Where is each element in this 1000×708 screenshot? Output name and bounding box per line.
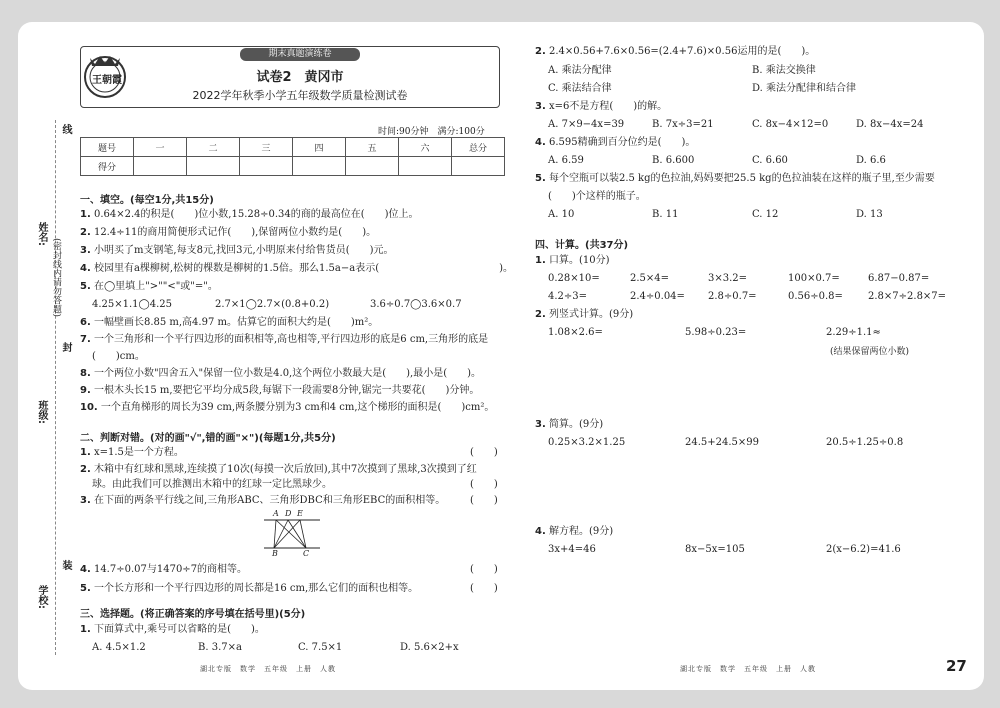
option[interactable]: D. 6.6 (856, 155, 886, 166)
question-2-5: 5. 一个长方形和一个平行四边形的周长都是16 cm,那么它们的面积也相等。 (80, 583, 419, 594)
part-4-title: 4. 解方程。(9分) (535, 526, 614, 537)
option[interactable]: B. 11 (652, 209, 679, 220)
score-cell[interactable] (293, 157, 346, 176)
oral-item: 2.8÷0.7= (708, 291, 757, 302)
question-1-7: 7. 一个三角形和一个平行四边形的面积相等,高也相等,平行四边形的底是6 cm,三角形的底是 (80, 334, 489, 345)
oral-item: 100×0.7= (788, 273, 840, 284)
simplify-item: 24.5+24.5×99 (685, 437, 760, 448)
option[interactable]: D. 13 (856, 209, 883, 220)
score-cell[interactable] (452, 157, 505, 176)
oral-item: 6.87−0.87= (868, 273, 930, 284)
logo-text: 王朝霞 (92, 75, 122, 86)
question-2-1: 1. x=1.5是一个方程。 (80, 447, 184, 458)
oral-item: 4.2÷3= (548, 291, 588, 302)
option[interactable]: B. 7x÷3=21 (652, 119, 714, 130)
score-cell[interactable] (187, 157, 240, 176)
option[interactable]: A. 10 (548, 209, 575, 220)
score-row (81, 157, 505, 176)
fig-label-a: A (273, 509, 279, 518)
question-1-6: 6. 一幅壁画长8.85 m,高4.97 m。估算它的面积大约是( )m²。 (80, 317, 379, 328)
option[interactable]: B. 3.7×a (198, 642, 242, 653)
question-3-2: 2. 2.4×0.56+7.6×0.56=(2.4+7.6)×0.56运用的是( )。 (535, 46, 816, 57)
fig-label-b: B (272, 549, 278, 558)
oral-item: 3×3.2= (708, 273, 748, 284)
option[interactable]: D. 5.6×2+x (400, 642, 459, 653)
option[interactable]: A. 乘法分配律 (548, 65, 612, 76)
question-1-9: 9. 一根木头长15 m,要把它平均分成5段,每锯下一段需要8分钟,锯完一共要花( )分钟。 (80, 385, 480, 396)
answer-paren[interactable]: ( ) (470, 495, 498, 506)
seal-char-bind: 装 (60, 560, 71, 570)
section-2-title: 二、判断对错。(对的画"√",错的画"×")(每题1分,共5分) (80, 433, 336, 444)
part-1-title: 1. 口算。(10分) (535, 255, 610, 266)
score-header: 题号 (81, 138, 134, 157)
vertical-item: 5.98÷0.23= (685, 327, 747, 338)
seal-char-line: 线 (60, 124, 71, 134)
option[interactable]: C. 12 (752, 209, 779, 220)
oral-item: 0.28×10= (548, 273, 600, 284)
vertical-item: 2.29÷1.1≈ (826, 327, 881, 338)
page-subtitle: 2022学年秋季小学五年级数学质量检测试卷 (192, 89, 408, 102)
option[interactable]: D. 8x−4x=24 (856, 119, 924, 130)
question-1-1: 1. 0.64×2.4的积是( )位小数,15.28÷0.34的商的最高位在( )位上。 (80, 209, 419, 220)
score-header: 六 (399, 138, 452, 157)
option[interactable]: B. 6.600 (652, 155, 695, 166)
score-header: 一 (134, 138, 187, 157)
oral-item: 2.5×4= (630, 273, 670, 284)
equation-item: 3x+4=46 (548, 544, 596, 555)
answer-paren[interactable]: ( ) (470, 564, 498, 575)
question-3-5: 5. 每个空瓶可以装2.5 kg的色拉油,妈妈要把25.5 kg的色拉油装在这样的瓶子里,至少需要 (535, 173, 935, 184)
class-label: 班级: (36, 400, 47, 424)
question-1-3: 3. 小明买了m支钢笔,每支8元,找回3元,小明原来付给售货员( )元。 (80, 245, 394, 256)
fig-label-d: D (285, 509, 292, 518)
option[interactable]: C. 6.60 (752, 155, 788, 166)
score-row-label: 得分 (81, 157, 134, 176)
score-header: 五 (346, 138, 399, 157)
score-header-row (81, 138, 505, 157)
footer-right: 湖北专版 数学 五年级 上册 人教 (680, 665, 816, 673)
score-table (80, 137, 505, 176)
answer-paren[interactable]: ( ) (470, 583, 498, 594)
seal-note: (密封线内请勿答题) (51, 238, 61, 318)
option[interactable]: A. 6.59 (548, 155, 584, 166)
score-header: 总分 (452, 138, 505, 157)
fig-label-c: C (303, 549, 310, 558)
score-header: 三 (240, 138, 293, 157)
section-3-title: 三、选择题。(将正确答案的序号填在括号里)(5分) (80, 609, 306, 620)
option[interactable]: C. 8x−4×12=0 (752, 119, 829, 130)
question-1-5b: 2.7×1◯2.7×(0.8+0.2) (215, 299, 330, 310)
equation-item: 8x−5x=105 (685, 544, 745, 555)
score-cell[interactable] (399, 157, 452, 176)
question-1-7b: ( )cm。 (92, 351, 145, 362)
option[interactable]: A. 7×9−4x=39 (548, 119, 625, 130)
option[interactable]: C. 7.5×1 (298, 642, 343, 653)
question-1-5c: 3.6÷0.7◯3.6×0.7 (370, 299, 462, 310)
score-header: 四 (293, 138, 346, 157)
question-2-2: 2. 木箱中有红球和黑球,连续摸了10次(每摸一次后放回),其中7次摸到了黑球,3次摸到了红 (80, 464, 477, 475)
score-cell[interactable] (346, 157, 399, 176)
question-3-3: 3. x=6不是方程( )的解。 (535, 101, 668, 112)
option[interactable]: C. 乘法结合律 (548, 83, 612, 94)
question-1-5a: 4.25×1.1◯4.25 (92, 299, 173, 310)
part-2-title: 2. 列竖式计算。(9分) (535, 309, 634, 320)
question-1-2: 2. 12.4÷11的商用简便形式记作( ),保留两位小数约是( )。 (80, 227, 377, 238)
badge: 期末真题演练卷 (240, 48, 360, 61)
oral-item: 2.4÷0.04= (630, 291, 685, 302)
section-4-title: 四、计算。(共37分) (535, 240, 629, 251)
question-2-4: 4. 14.7÷0.07与1470÷7的商相等。 (80, 564, 248, 575)
question-1-4: 4. 校园里有a棵柳树,松树的棵数是柳树的1.5倍。那么1.5a−a表示( )。 (80, 263, 514, 274)
option[interactable]: B. 乘法交换律 (752, 65, 816, 76)
simplify-item: 20.5÷1.25÷0.8 (826, 437, 904, 448)
parallel-lines-figure (262, 510, 322, 562)
question-2-3: 3. 在下面的两条平行线之间,三角形ABC、三角形DBC和三角形EBC的面积相等。 (80, 495, 446, 506)
seal-char-seal: 封 (60, 342, 71, 352)
question-3-5b: ( )个这样的瓶子。 (548, 191, 646, 202)
seal-line (55, 120, 56, 655)
oral-item: 2.8×7÷2.8×7= (868, 291, 947, 302)
section-1-title: 一、填空。(每空1分,共15分) (80, 195, 214, 206)
vertical-item: 1.08×2.6= (548, 327, 603, 338)
score-cell[interactable] (240, 157, 293, 176)
question-1-5: 5. 在◯里填上">""<"或"="。 (80, 281, 218, 292)
vertical-note: (结果保留两位小数) (830, 347, 910, 357)
page-number: 27 (946, 657, 967, 675)
question-1-8: 8. 一个两位小数"四舍五入"保留一位小数是4.0,这个两位小数最大是( ),最小是( )。 (80, 368, 482, 379)
equation-item: 2(x−6.2)=41.6 (826, 544, 901, 555)
simplify-item: 0.25×3.2×1.25 (548, 437, 626, 448)
answer-paren[interactable]: ( ) (470, 479, 498, 490)
school-label: 学校: (36, 585, 47, 609)
answer-paren[interactable]: ( ) (470, 447, 498, 458)
part-3-title: 3. 简算。(9分) (535, 419, 604, 430)
name-label: 姓名: (36, 222, 47, 246)
score-cell[interactable] (134, 157, 187, 176)
question-2-2b: 球。由此我们可以推测出木箱中的红球一定比黑球少。 (92, 479, 332, 490)
footer-left: 湖北专版 数学 五年级 上册 人教 (200, 665, 336, 673)
option[interactable]: A. 4.5×1.2 (92, 642, 146, 653)
oral-item: 0.56÷0.8= (788, 291, 843, 302)
question-3-4: 4. 6.595精确到百分位约是( )。 (535, 137, 696, 148)
page-title: 试卷2 黄冈市 (256, 70, 344, 85)
score-header: 二 (187, 138, 240, 157)
option[interactable]: D. 乘法分配律和结合律 (752, 83, 857, 94)
time-info: 时间:90分钟 满分:100分 (378, 127, 485, 137)
question-1-10: 10. 一个直角梯形的周长为39 cm,两条腰分别为3 cm和4 cm,这个梯形的面积是( )cm²。 (80, 402, 495, 413)
question-3-1: 1. 下面算式中,乘号可以省略的是( )。 (80, 624, 265, 635)
fig-label-e: E (297, 509, 303, 518)
